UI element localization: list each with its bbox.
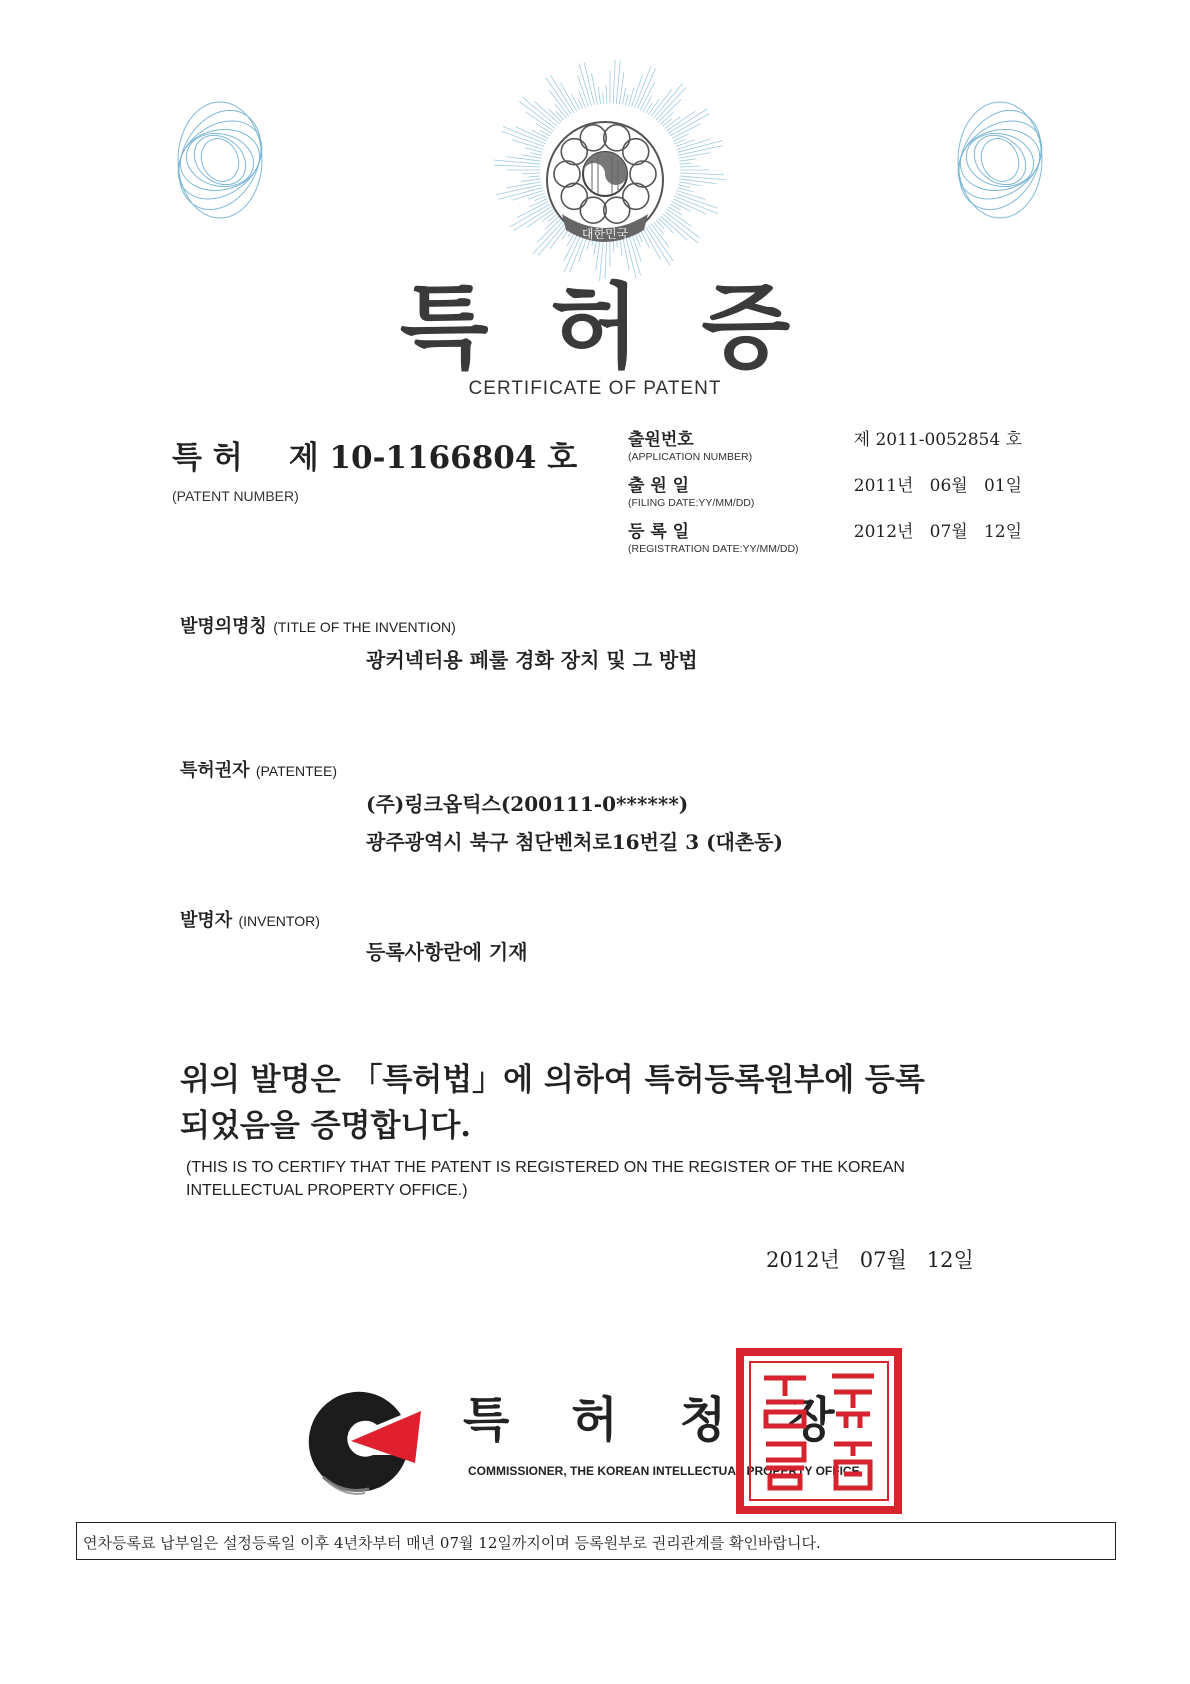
certification-english: (THIS IS TO CERTIFY THAT THE PATENT IS REGISTERED ON THE REGISTER OF THE KOREAN INTELLECTUAL PROPERTY OFFICE.) bbox=[186, 1159, 905, 1200]
certificate-title-en: CERTIFICATE OF PATENT bbox=[468, 378, 722, 399]
registration-date-label: 등 록 일 bbox=[628, 522, 690, 542]
patent-number-prefix: 특 허 bbox=[172, 440, 243, 476]
patentee-label bbox=[180, 756, 337, 782]
inventor-label-ko: 발명자 bbox=[180, 910, 233, 931]
certification-line-1: 위의 발명은 「특허법」에 의하여 특허등록원부에 등록 bbox=[180, 1062, 925, 1098]
invention-title-label-en: (TITLE OF THE INVENTION) bbox=[273, 619, 456, 635]
filing-date-sublabel: (FILING DATE:YY/MM/DD) bbox=[628, 497, 755, 509]
application-number-label: 출원번호 bbox=[628, 430, 694, 450]
inventor-label-en: (INVENTOR) bbox=[238, 913, 320, 929]
patent-number bbox=[172, 432, 577, 477]
registration-date-sublabel: (REGISTRATION DATE:YY/MM/DD) bbox=[628, 543, 799, 555]
filing-date-label: 출 원 일 bbox=[628, 476, 690, 496]
invention-title-label-ko: 발명의명칭 bbox=[180, 616, 267, 637]
kipo-logo-icon bbox=[303, 1381, 423, 1501]
patent-number-value: 제 10-1166804 호 bbox=[288, 440, 578, 476]
emblem-label: 대한민국 bbox=[581, 227, 629, 241]
official-seal-icon bbox=[736, 1348, 902, 1514]
footer-notice-box bbox=[76, 1522, 1116, 1560]
inventor-value: 등록사항란에 기재 bbox=[366, 940, 528, 964]
filing-date-value: 2011년 06월 01일 bbox=[853, 476, 1022, 496]
application-number-value: 제 2011-0052854 호 bbox=[853, 430, 1022, 450]
application-number-sublabel: (APPLICATION NUMBER) bbox=[628, 451, 753, 463]
patentee-label-ko: 특허권자 bbox=[180, 760, 250, 781]
office-name-en: COMMISSIONER, THE KOREAN INTELLECTUAL PROPERTY OFFICE bbox=[468, 1464, 860, 1478]
inventor-label bbox=[180, 906, 320, 932]
certification-line-2: 되었음을 증명합니다. bbox=[180, 1108, 472, 1144]
patent-number-label-en: (PATENT NUMBER) bbox=[172, 488, 299, 504]
certificate-title: 특허증 bbox=[399, 274, 853, 381]
invention-title-label bbox=[180, 612, 456, 638]
issue-date: 2012년 07월 12일 bbox=[766, 1248, 974, 1272]
registration-date-value: 2012년 07월 12일 bbox=[853, 522, 1022, 542]
national-emblem-icon bbox=[532, 112, 678, 258]
office-name: 특허청장 bbox=[463, 1392, 897, 1448]
patentee-name: (주)링크옵틱스(200111-0******) bbox=[366, 792, 689, 816]
patentee-address: 광주광역시 북구 첨단벤처로16번길 3 (대촌동) bbox=[366, 830, 783, 854]
patentee-label-en: (PATENTEE) bbox=[255, 763, 337, 779]
footer-notice: 연차등록료 납부일은 설정등록일 이후 4년차부터 매년 07월 12일까지이며 등록원부로 권리관계를 확인바랍니다. bbox=[83, 1534, 821, 1552]
invention-title-value: 광커넥터용 페룰 경화 장치 및 그 방법 bbox=[366, 648, 698, 672]
